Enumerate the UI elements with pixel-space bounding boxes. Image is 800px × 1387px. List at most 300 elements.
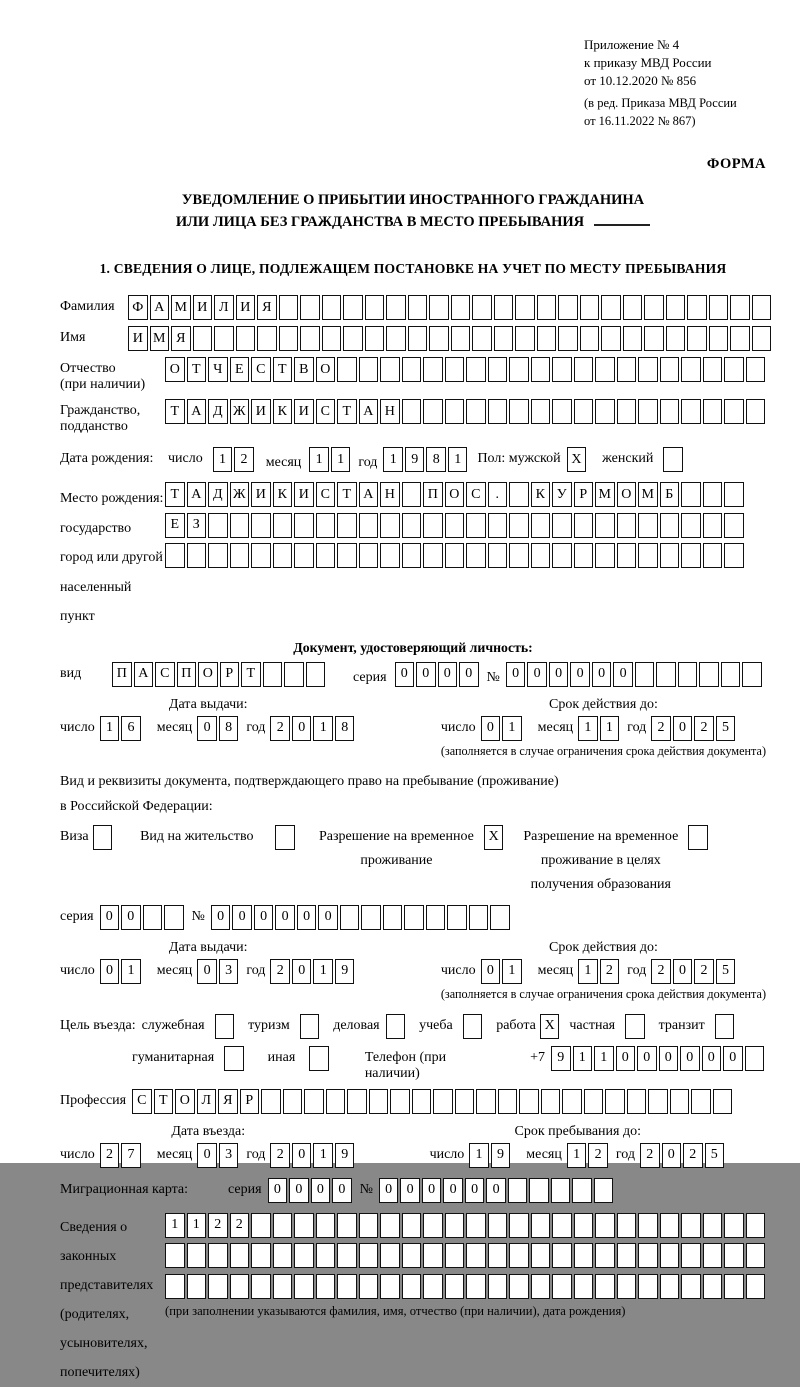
char-cell[interactable] xyxy=(380,1243,400,1268)
char-cell[interactable] xyxy=(273,1213,293,1238)
char-cell[interactable]: 9 xyxy=(491,1143,511,1168)
representatives-row3[interactable] xyxy=(165,1274,767,1299)
char-cell[interactable] xyxy=(656,662,676,687)
char-cell[interactable] xyxy=(488,1274,508,1299)
char-cell[interactable] xyxy=(638,1243,658,1268)
char-cell[interactable] xyxy=(595,1243,615,1268)
char-cell[interactable]: 7 xyxy=(121,1143,141,1168)
char-cell[interactable]: 0 xyxy=(723,1046,743,1071)
char-cell[interactable]: 0 xyxy=(673,959,693,984)
char-cell[interactable]: 5 xyxy=(716,716,736,741)
char-cell[interactable]: Р xyxy=(240,1089,260,1114)
char-cell[interactable] xyxy=(208,1274,228,1299)
char-cell[interactable] xyxy=(273,1274,293,1299)
char-cell[interactable]: 0 xyxy=(197,959,217,984)
char-cell[interactable]: 1 xyxy=(594,1046,614,1071)
char-cell[interactable] xyxy=(531,1243,551,1268)
char-cell[interactable] xyxy=(230,1274,250,1299)
char-cell[interactable] xyxy=(187,1243,207,1268)
char-cell[interactable] xyxy=(337,543,357,568)
char-cell[interactable]: 0 xyxy=(680,1046,700,1071)
char-cell[interactable] xyxy=(294,513,314,538)
char-cell[interactable]: 2 xyxy=(588,1143,608,1168)
char-cell[interactable] xyxy=(251,1213,271,1238)
char-cell[interactable]: 2 xyxy=(270,1143,290,1168)
char-cell[interactable]: О xyxy=(617,482,637,507)
char-cell[interactable] xyxy=(337,513,357,538)
char-cell[interactable]: 1 xyxy=(502,959,522,984)
char-cell[interactable]: 0 xyxy=(481,959,501,984)
char-cell[interactable]: 0 xyxy=(400,1178,420,1203)
char-cell[interactable] xyxy=(261,1089,281,1114)
char-cell[interactable] xyxy=(617,1274,637,1299)
char-cell[interactable] xyxy=(340,905,360,930)
char-cell[interactable]: 0 xyxy=(254,905,274,930)
char-cell[interactable] xyxy=(402,1274,422,1299)
char-cell[interactable] xyxy=(562,1089,582,1114)
char-cell[interactable] xyxy=(445,1274,465,1299)
char-cell[interactable]: П xyxy=(423,482,443,507)
char-cell[interactable]: 0 xyxy=(232,905,252,930)
residence-valid-year-cells[interactable] xyxy=(651,959,737,984)
char-cell[interactable]: 1 xyxy=(121,959,141,984)
char-cell[interactable] xyxy=(412,1089,432,1114)
char-cell[interactable] xyxy=(703,513,723,538)
char-cell[interactable] xyxy=(423,1243,443,1268)
char-cell[interactable] xyxy=(402,543,422,568)
valid-month-cells[interactable] xyxy=(578,716,621,741)
char-cell[interactable] xyxy=(691,1089,711,1114)
char-cell[interactable] xyxy=(509,1274,529,1299)
visa-checkbox[interactable] xyxy=(93,825,113,850)
char-cell[interactable]: 0 xyxy=(292,716,312,741)
char-cell[interactable] xyxy=(703,482,723,507)
char-cell[interactable] xyxy=(617,1243,637,1268)
char-cell[interactable] xyxy=(304,1089,324,1114)
residence-issue-day-cells[interactable] xyxy=(100,959,143,984)
char-cell[interactable] xyxy=(681,1243,701,1268)
issue-year-cells[interactable] xyxy=(270,716,356,741)
char-cell[interactable] xyxy=(294,1243,314,1268)
char-cell[interactable] xyxy=(476,1089,496,1114)
char-cell[interactable]: К xyxy=(531,482,551,507)
char-cell[interactable] xyxy=(359,1213,379,1238)
char-cell[interactable] xyxy=(681,482,701,507)
char-cell[interactable] xyxy=(466,1243,486,1268)
char-cell[interactable] xyxy=(529,1178,549,1203)
char-cell[interactable]: 0 xyxy=(292,959,312,984)
edu-permit-checkbox[interactable] xyxy=(688,825,708,850)
char-cell[interactable] xyxy=(627,1089,647,1114)
char-cell[interactable]: 0 xyxy=(416,662,436,687)
char-cell[interactable] xyxy=(488,543,508,568)
char-cell[interactable] xyxy=(165,543,185,568)
char-cell[interactable] xyxy=(404,905,424,930)
char-cell[interactable]: С xyxy=(316,482,336,507)
char-cell[interactable]: 0 xyxy=(289,1178,309,1203)
char-cell[interactable] xyxy=(316,1213,336,1238)
char-cell[interactable] xyxy=(359,513,379,538)
char-cell[interactable] xyxy=(423,1213,443,1238)
char-cell[interactable]: А xyxy=(187,482,207,507)
char-cell[interactable]: 0 xyxy=(486,1178,506,1203)
representatives-row2[interactable] xyxy=(165,1243,767,1268)
char-cell[interactable]: 0 xyxy=(673,716,693,741)
issue-day-cells[interactable] xyxy=(100,716,143,741)
char-cell[interactable]: 0 xyxy=(197,716,217,741)
char-cell[interactable] xyxy=(423,1274,443,1299)
stay-month-cells[interactable] xyxy=(567,1143,610,1168)
char-cell[interactable]: 2 xyxy=(208,1213,228,1238)
residence-issue-month-cells[interactable] xyxy=(197,959,240,984)
char-cell[interactable]: М xyxy=(638,482,658,507)
char-cell[interactable] xyxy=(402,482,422,507)
migration-number-cells[interactable] xyxy=(379,1178,616,1203)
char-cell[interactable] xyxy=(488,1243,508,1268)
char-cell[interactable]: Ж xyxy=(230,482,250,507)
char-cell[interactable]: 0 xyxy=(121,905,141,930)
char-cell[interactable] xyxy=(359,543,379,568)
char-cell[interactable]: Д xyxy=(208,482,228,507)
char-cell[interactable] xyxy=(306,662,326,687)
purpose-private-checkbox[interactable] xyxy=(625,1014,645,1039)
char-cell[interactable] xyxy=(380,543,400,568)
char-cell[interactable]: С xyxy=(132,1089,152,1114)
char-cell[interactable] xyxy=(337,1213,357,1238)
char-cell[interactable] xyxy=(423,513,443,538)
birth-place-row3[interactable] xyxy=(165,543,746,568)
entry-day-cells[interactable] xyxy=(100,1143,143,1168)
char-cell[interactable] xyxy=(347,1089,367,1114)
char-cell[interactable]: 2 xyxy=(640,1143,660,1168)
char-cell[interactable] xyxy=(594,1178,614,1203)
char-cell[interactable] xyxy=(316,513,336,538)
char-cell[interactable] xyxy=(617,1213,637,1238)
char-cell[interactable]: 1 xyxy=(313,1143,333,1168)
char-cell[interactable] xyxy=(724,543,744,568)
stay-year-cells[interactable] xyxy=(640,1143,726,1168)
char-cell[interactable]: 0 xyxy=(275,905,295,930)
char-cell[interactable] xyxy=(361,905,381,930)
char-cell[interactable]: 3 xyxy=(219,1143,239,1168)
char-cell[interactable]: Л xyxy=(197,1089,217,1114)
residence-permit-checkbox[interactable] xyxy=(275,825,295,850)
char-cell[interactable]: 9 xyxy=(551,1046,571,1071)
char-cell[interactable] xyxy=(699,662,719,687)
char-cell[interactable] xyxy=(635,662,655,687)
char-cell[interactable] xyxy=(724,1213,744,1238)
char-cell[interactable]: 1 xyxy=(313,959,333,984)
char-cell[interactable] xyxy=(531,1274,551,1299)
char-cell[interactable] xyxy=(703,1213,723,1238)
birth-place-row2[interactable] xyxy=(165,513,746,538)
char-cell[interactable] xyxy=(531,513,551,538)
char-cell[interactable]: И xyxy=(294,482,314,507)
issue-month-cells[interactable] xyxy=(197,716,240,741)
char-cell[interactable]: 9 xyxy=(405,447,425,472)
char-cell[interactable]: 8 xyxy=(335,716,355,741)
char-cell[interactable] xyxy=(638,513,658,538)
doc-number-cells[interactable] xyxy=(506,662,764,687)
char-cell[interactable]: 2 xyxy=(600,959,620,984)
char-cell[interactable]: 2 xyxy=(230,1213,250,1238)
char-cell[interactable]: 0 xyxy=(297,905,317,930)
char-cell[interactable]: 0 xyxy=(659,1046,679,1071)
char-cell[interactable]: 0 xyxy=(616,1046,636,1071)
char-cell[interactable]: 0 xyxy=(702,1046,722,1071)
char-cell[interactable] xyxy=(230,1243,250,1268)
char-cell[interactable]: 2 xyxy=(694,959,714,984)
char-cell[interactable]: 2 xyxy=(270,716,290,741)
char-cell[interactable] xyxy=(208,1243,228,1268)
purpose-other-checkbox[interactable] xyxy=(309,1046,329,1071)
char-cell[interactable]: 9 xyxy=(335,959,355,984)
birth-day-cells[interactable] xyxy=(213,447,256,472)
char-cell[interactable] xyxy=(519,1089,539,1114)
char-cell[interactable]: Б xyxy=(660,482,680,507)
char-cell[interactable]: 1 xyxy=(578,959,598,984)
char-cell[interactable]: 1 xyxy=(331,447,351,472)
char-cell[interactable] xyxy=(230,513,250,538)
char-cell[interactable]: М xyxy=(595,482,615,507)
char-cell[interactable]: 0 xyxy=(481,716,501,741)
char-cell[interactable] xyxy=(660,513,680,538)
residence-series-cells[interactable] xyxy=(100,905,186,930)
char-cell[interactable] xyxy=(251,513,271,538)
char-cell[interactable] xyxy=(574,1243,594,1268)
char-cell[interactable]: П xyxy=(112,662,132,687)
purpose-work-checkbox[interactable]: X xyxy=(540,1014,560,1039)
char-cell[interactable]: 0 xyxy=(662,1143,682,1168)
char-cell[interactable]: 5 xyxy=(705,1143,725,1168)
char-cell[interactable] xyxy=(208,543,228,568)
char-cell[interactable] xyxy=(551,1178,571,1203)
birth-place-row1[interactable] xyxy=(165,482,746,507)
char-cell[interactable] xyxy=(595,1274,615,1299)
char-cell[interactable] xyxy=(746,1274,766,1299)
char-cell[interactable]: З xyxy=(187,513,207,538)
char-cell[interactable] xyxy=(681,543,701,568)
char-cell[interactable]: П xyxy=(177,662,197,687)
char-cell[interactable] xyxy=(617,513,637,538)
char-cell[interactable]: 0 xyxy=(379,1178,399,1203)
char-cell[interactable] xyxy=(251,1274,271,1299)
char-cell[interactable]: Я xyxy=(218,1089,238,1114)
char-cell[interactable]: 1 xyxy=(448,447,468,472)
char-cell[interactable] xyxy=(294,1213,314,1238)
char-cell[interactable] xyxy=(380,513,400,538)
char-cell[interactable]: У xyxy=(552,482,572,507)
char-cell[interactable] xyxy=(490,905,510,930)
char-cell[interactable] xyxy=(595,1213,615,1238)
char-cell[interactable] xyxy=(445,513,465,538)
migration-series-cells[interactable] xyxy=(268,1178,354,1203)
char-cell[interactable] xyxy=(208,513,228,538)
char-cell[interactable] xyxy=(263,662,283,687)
char-cell[interactable]: 2 xyxy=(234,447,254,472)
char-cell[interactable] xyxy=(316,543,336,568)
char-cell[interactable] xyxy=(724,513,744,538)
char-cell[interactable] xyxy=(742,662,762,687)
char-cell[interactable] xyxy=(380,1274,400,1299)
char-cell[interactable] xyxy=(273,543,293,568)
char-cell[interactable]: 0 xyxy=(459,662,479,687)
char-cell[interactable] xyxy=(402,1213,422,1238)
char-cell[interactable]: Н xyxy=(380,482,400,507)
char-cell[interactable] xyxy=(574,513,594,538)
char-cell[interactable] xyxy=(423,543,443,568)
char-cell[interactable] xyxy=(447,905,467,930)
char-cell[interactable]: 0 xyxy=(292,1143,312,1168)
char-cell[interactable]: 1 xyxy=(567,1143,587,1168)
char-cell[interactable]: 0 xyxy=(211,905,231,930)
char-cell[interactable]: 0 xyxy=(549,662,569,687)
stay-day-cells[interactable] xyxy=(469,1143,512,1168)
char-cell[interactable]: А xyxy=(359,482,379,507)
char-cell[interactable]: А xyxy=(134,662,154,687)
char-cell[interactable] xyxy=(445,1213,465,1238)
char-cell[interactable] xyxy=(552,1243,572,1268)
purpose-business-checkbox[interactable] xyxy=(215,1014,235,1039)
char-cell[interactable]: 1 xyxy=(573,1046,593,1071)
char-cell[interactable] xyxy=(541,1089,561,1114)
char-cell[interactable]: 1 xyxy=(502,716,522,741)
entry-month-cells[interactable] xyxy=(197,1143,240,1168)
char-cell[interactable]: 0 xyxy=(506,662,526,687)
char-cell[interactable]: 8 xyxy=(426,447,446,472)
char-cell[interactable] xyxy=(165,1243,185,1268)
char-cell[interactable]: Р xyxy=(574,482,594,507)
char-cell[interactable]: 1 xyxy=(309,447,329,472)
char-cell[interactable] xyxy=(703,1243,723,1268)
char-cell[interactable]: 1 xyxy=(578,716,598,741)
char-cell[interactable]: 0 xyxy=(318,905,338,930)
char-cell[interactable] xyxy=(498,1089,518,1114)
char-cell[interactable]: Т xyxy=(154,1089,174,1114)
representatives-row1[interactable] xyxy=(165,1213,767,1238)
char-cell[interactable]: 1 xyxy=(213,447,233,472)
char-cell[interactable] xyxy=(469,905,489,930)
char-cell[interactable]: 8 xyxy=(219,716,239,741)
char-cell[interactable]: 2 xyxy=(100,1143,120,1168)
sex-male-checkbox[interactable]: X xyxy=(567,447,587,472)
purpose-tourism-checkbox[interactable] xyxy=(300,1014,320,1039)
char-cell[interactable] xyxy=(531,543,551,568)
char-cell[interactable] xyxy=(681,513,701,538)
char-cell[interactable]: 0 xyxy=(527,662,547,687)
char-cell[interactable] xyxy=(670,1089,690,1114)
char-cell[interactable]: 2 xyxy=(270,959,290,984)
char-cell[interactable] xyxy=(746,1213,766,1238)
char-cell[interactable]: 0 xyxy=(332,1178,352,1203)
char-cell[interactable] xyxy=(681,1213,701,1238)
char-cell[interactable]: 5 xyxy=(716,959,736,984)
char-cell[interactable] xyxy=(273,1243,293,1268)
char-cell[interactable]: 1 xyxy=(600,716,620,741)
entry-year-cells[interactable] xyxy=(270,1143,356,1168)
char-cell[interactable] xyxy=(724,1243,744,1268)
residence-number-cells[interactable] xyxy=(211,905,512,930)
char-cell[interactable] xyxy=(721,662,741,687)
char-cell[interactable] xyxy=(552,513,572,538)
char-cell[interactable] xyxy=(572,1178,592,1203)
char-cell[interactable]: . xyxy=(488,482,508,507)
residence-valid-day-cells[interactable] xyxy=(481,959,524,984)
char-cell[interactable]: С xyxy=(155,662,175,687)
char-cell[interactable] xyxy=(165,1274,185,1299)
char-cell[interactable] xyxy=(445,543,465,568)
char-cell[interactable] xyxy=(251,1243,271,1268)
char-cell[interactable] xyxy=(294,543,314,568)
char-cell[interactable] xyxy=(359,1243,379,1268)
char-cell[interactable] xyxy=(509,1243,529,1268)
char-cell[interactable] xyxy=(552,1213,572,1238)
char-cell[interactable] xyxy=(660,1243,680,1268)
char-cell[interactable] xyxy=(294,1274,314,1299)
valid-day-cells[interactable] xyxy=(481,716,524,741)
purpose-transit-checkbox[interactable] xyxy=(715,1014,735,1039)
char-cell[interactable]: 0 xyxy=(613,662,633,687)
char-cell[interactable] xyxy=(660,1274,680,1299)
residence-issue-year-cells[interactable] xyxy=(270,959,356,984)
residence-valid-month-cells[interactable] xyxy=(578,959,621,984)
char-cell[interactable] xyxy=(638,1213,658,1238)
char-cell[interactable] xyxy=(713,1089,733,1114)
char-cell[interactable]: Е xyxy=(165,513,185,538)
char-cell[interactable]: 0 xyxy=(438,662,458,687)
char-cell[interactable]: 0 xyxy=(311,1178,331,1203)
char-cell[interactable] xyxy=(273,513,293,538)
char-cell[interactable] xyxy=(724,1274,744,1299)
char-cell[interactable] xyxy=(187,1274,207,1299)
char-cell[interactable]: И xyxy=(251,482,271,507)
char-cell[interactable] xyxy=(574,1213,594,1238)
char-cell[interactable] xyxy=(326,1089,346,1114)
char-cell[interactable] xyxy=(359,1274,379,1299)
char-cell[interactable] xyxy=(638,1274,658,1299)
char-cell[interactable] xyxy=(660,543,680,568)
char-cell[interactable] xyxy=(724,482,744,507)
char-cell[interactable]: 0 xyxy=(422,1178,442,1203)
char-cell[interactable]: 0 xyxy=(395,662,415,687)
char-cell[interactable]: 0 xyxy=(637,1046,657,1071)
char-cell[interactable] xyxy=(552,543,572,568)
char-cell[interactable] xyxy=(660,1213,680,1238)
char-cell[interactable]: Т xyxy=(165,482,185,507)
char-cell[interactable] xyxy=(678,662,698,687)
valid-year-cells[interactable] xyxy=(651,716,737,741)
purpose-study-checkbox[interactable] xyxy=(463,1014,483,1039)
char-cell[interactable]: Т xyxy=(337,482,357,507)
char-cell[interactable] xyxy=(337,1243,357,1268)
char-cell[interactable] xyxy=(337,1274,357,1299)
temp-permit-checkbox[interactable]: X xyxy=(484,825,504,850)
char-cell[interactable]: 0 xyxy=(570,662,590,687)
char-cell[interactable]: 6 xyxy=(121,716,141,741)
sex-female-checkbox[interactable] xyxy=(663,447,683,472)
char-cell[interactable] xyxy=(508,1178,528,1203)
phone-cells[interactable] xyxy=(551,1046,766,1071)
char-cell[interactable]: 1 xyxy=(165,1213,185,1238)
char-cell[interactable] xyxy=(143,905,163,930)
char-cell[interactable] xyxy=(746,1243,766,1268)
char-cell[interactable]: 9 xyxy=(335,1143,355,1168)
profession-cells[interactable] xyxy=(132,1089,734,1114)
char-cell[interactable] xyxy=(488,513,508,538)
char-cell[interactable]: 0 xyxy=(268,1178,288,1203)
char-cell[interactable]: 2 xyxy=(651,716,671,741)
char-cell[interactable] xyxy=(509,1213,529,1238)
